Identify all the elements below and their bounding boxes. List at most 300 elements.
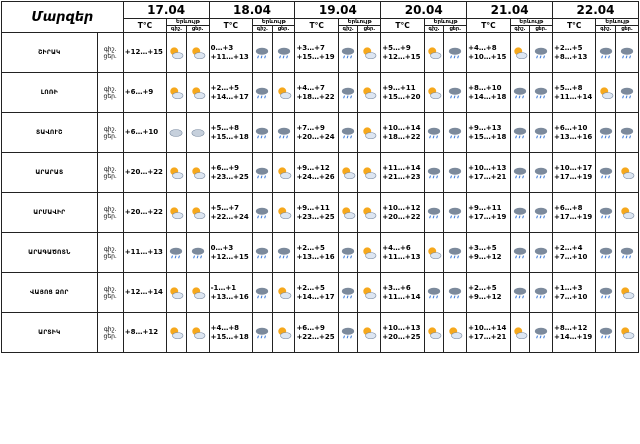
cloud-icon <box>187 126 209 140</box>
day-phenomenon-cell <box>272 113 295 153</box>
region-row <box>2 153 639 193</box>
night-phenomenon-cell <box>253 73 273 113</box>
temperature-value: +1…+3 <box>554 283 583 292</box>
region-name: ԼՈՌԻ <box>2 73 98 113</box>
temperature-value: +9…+11 <box>296 203 330 212</box>
header-row-dates <box>2 2 639 19</box>
night-phenomenon-cell <box>424 193 444 233</box>
sun-cloud-icon <box>358 206 380 220</box>
day-phenomenon-cell <box>186 153 209 193</box>
rain-icon <box>444 86 466 100</box>
temperature-cell <box>209 153 252 193</box>
region-name: ԱՐՏԻԿ <box>2 313 98 353</box>
region-row <box>2 33 639 73</box>
rain-icon <box>511 166 530 180</box>
night-phenomenon-cell <box>596 73 616 113</box>
region-name: ԱՐԱԳԱԾՈՏՆ <box>2 233 98 273</box>
temperature-cell <box>467 113 510 153</box>
temperature-value: +3…+7 <box>296 43 325 52</box>
day-header: ցեր. <box>530 26 553 33</box>
rain-icon <box>596 246 615 260</box>
night-phenomenon-cell <box>338 273 358 313</box>
temperature-value: +4…+8 <box>468 43 497 52</box>
day-phenomenon-cell <box>530 113 553 153</box>
sun-cloud-icon <box>425 46 444 60</box>
rain-icon <box>253 206 272 220</box>
temperature-value: +11…+13 <box>124 248 163 256</box>
day-phenomenon-cell <box>186 193 209 233</box>
temperature-value: +11…+13 <box>210 52 249 61</box>
sun-cloud-icon <box>167 46 186 60</box>
temperature-value: +20…+22 <box>382 212 421 221</box>
temperature-value: +9…+13 <box>468 123 502 132</box>
temperature-value: +10…+14 <box>382 123 421 132</box>
temperature-value: +2…+5 <box>554 43 583 52</box>
temperature-value: +5…+8 <box>554 83 583 92</box>
day-phenomenon-cell <box>186 33 209 73</box>
temperature-value: +23…+25 <box>210 172 249 181</box>
rain-icon <box>339 246 358 260</box>
night-phenomenon-cell <box>167 273 187 313</box>
sun-cloud-icon <box>511 46 530 60</box>
day-phenomenon-cell <box>358 273 381 313</box>
day-night-labels <box>97 73 123 113</box>
temperature-cell <box>123 273 166 313</box>
temperature-value: +10…+17 <box>554 163 593 172</box>
night-phenomenon-cell <box>596 193 616 233</box>
night-phenomenon-cell <box>510 153 530 193</box>
sun-cloud-icon <box>511 326 530 340</box>
temperature-cell <box>381 153 424 193</box>
rain-icon <box>339 326 358 340</box>
sun-cloud-icon <box>358 126 380 140</box>
day-phenomenon-cell <box>272 313 295 353</box>
temperature-value: +10…+13 <box>468 163 507 172</box>
day-phenomenon-cell <box>444 233 467 273</box>
rain-icon <box>596 206 615 220</box>
temperature-cell <box>123 153 166 193</box>
temperature-value: +2…+5 <box>296 243 325 252</box>
temperature-cell <box>123 33 166 73</box>
temperature-value: +11…+14 <box>382 292 421 301</box>
temperature-cell <box>123 313 166 353</box>
night-header: գիշ. <box>510 26 530 33</box>
temperature-value: +8…+10 <box>468 83 502 92</box>
sun-cloud-icon <box>616 286 638 300</box>
night-phenomenon-cell <box>510 193 530 233</box>
sun-cloud-icon <box>187 206 209 220</box>
temperature-cell <box>123 113 166 153</box>
day-label: ցեր. <box>103 132 117 140</box>
night-phenomenon-cell <box>424 153 444 193</box>
region-name: ՏԱՎՈՒՇ <box>2 113 98 153</box>
temperature-value: +17…+21 <box>468 172 507 181</box>
rain-icon <box>596 286 615 300</box>
phenomena-header: Երևույթ <box>167 19 209 26</box>
night-label: գիշ. <box>103 45 117 53</box>
sun-cloud-icon <box>358 326 380 340</box>
temperature-cell <box>553 313 596 353</box>
region-row <box>2 113 639 153</box>
night-phenomenon-cell <box>167 233 187 273</box>
day-phenomenon-cell <box>272 193 295 233</box>
night-phenomenon-cell <box>338 233 358 273</box>
temperature-value: +6…+9 <box>124 88 154 96</box>
day-phenomenon-cell <box>444 153 467 193</box>
sun-cloud-icon <box>339 206 358 220</box>
sun-cloud-icon <box>273 326 295 340</box>
temperature-cell <box>295 273 338 313</box>
sun-cloud-icon <box>616 166 638 180</box>
night-phenomenon-cell <box>424 73 444 113</box>
sun-cloud-icon <box>167 326 186 340</box>
day-phenomenon-cell <box>186 73 209 113</box>
region-name: ՎԱՅՈՑ ՁՈՐ <box>2 273 98 313</box>
rain-icon <box>339 46 358 60</box>
temperature-value: +17…+19 <box>554 172 593 181</box>
night-phenomenon-cell <box>253 273 273 313</box>
rain-icon <box>425 286 444 300</box>
temperature-value: +14…+17 <box>296 292 335 301</box>
day-phenomenon-cell <box>186 233 209 273</box>
day-phenomenon-cell <box>358 313 381 353</box>
temperature-cell <box>467 313 510 353</box>
night-header: գիշ. <box>424 26 444 33</box>
temperature-value: +6…+9 <box>296 323 325 332</box>
rain-icon <box>511 86 530 100</box>
rain-icon <box>616 126 638 140</box>
night-phenomenon-cell <box>510 273 530 313</box>
day-phenomenon-cell <box>358 153 381 193</box>
temperature-cell <box>209 273 252 313</box>
temperature-value: +10…+12 <box>382 203 421 212</box>
night-phenomenon-cell <box>596 233 616 273</box>
sun-cloud-icon <box>273 206 295 220</box>
temperature-value: +3…+5 <box>468 243 497 252</box>
day-phenomenon-cell <box>530 313 553 353</box>
rain-icon <box>530 166 552 180</box>
temperature-value: +2…+4 <box>554 243 583 252</box>
night-phenomenon-cell <box>253 233 273 273</box>
day-label: ցեր. <box>103 332 117 340</box>
temperature-value: +12…+14 <box>124 288 163 296</box>
day-night-labels <box>97 193 123 233</box>
night-phenomenon-cell <box>338 33 358 73</box>
sun-cloud-icon <box>358 286 380 300</box>
rain-icon <box>616 46 638 60</box>
temperature-header: T°C <box>123 19 166 33</box>
rain-icon <box>511 206 530 220</box>
night-label: գիշ. <box>103 85 117 93</box>
day-phenomenon-cell <box>616 33 639 73</box>
temperature-value: +9…+12 <box>296 163 330 172</box>
region-row <box>2 193 639 233</box>
night-header: գիշ. <box>338 26 358 33</box>
temperature-value: +7…+10 <box>554 252 588 261</box>
temperature-cell <box>553 233 596 273</box>
night-phenomenon-cell <box>510 233 530 273</box>
day-phenomenon-cell <box>616 113 639 153</box>
day-phenomenon-cell <box>530 73 553 113</box>
region-name: ԱՐՄԱՎԻՐ <box>2 193 98 233</box>
phenomena-header: Երևույթ <box>253 19 295 26</box>
night-phenomenon-cell <box>424 313 444 353</box>
night-phenomenon-cell <box>167 33 187 73</box>
temperature-value: +13…+16 <box>210 292 249 301</box>
night-header: գիշ. <box>596 26 616 33</box>
sun-cloud-icon <box>339 166 358 180</box>
temperature-value: +20…+25 <box>382 332 421 341</box>
temperature-cell <box>381 193 424 233</box>
region-row <box>2 313 639 353</box>
temperature-value: +2…+5 <box>210 83 240 92</box>
day-phenomenon-cell <box>186 313 209 353</box>
temperature-cell <box>295 113 338 153</box>
temperature-value: +6…+10 <box>124 128 159 136</box>
temperature-value: +7…+10 <box>554 292 588 301</box>
temperature-value: +20…+24 <box>296 132 335 141</box>
temperature-value: +11…+14 <box>554 92 593 101</box>
temperature-cell <box>295 233 338 273</box>
temperature-value: +15…+18 <box>210 132 249 141</box>
night-phenomenon-cell <box>596 153 616 193</box>
night-phenomenon-cell <box>596 313 616 353</box>
rain-icon <box>444 126 466 140</box>
temperature-value: +12…+15 <box>382 52 421 61</box>
sun-cloud-icon <box>358 246 380 260</box>
sun-cloud-icon <box>358 86 380 100</box>
temperature-cell <box>209 193 252 233</box>
rain-icon <box>273 246 295 260</box>
rain-icon <box>596 166 615 180</box>
day-night-labels <box>97 153 123 193</box>
night-phenomenon-cell <box>424 233 444 273</box>
temperature-value: +24…+26 <box>296 172 335 181</box>
sun-cloud-icon <box>167 286 186 300</box>
day-header: ցեր. <box>444 26 467 33</box>
temperature-header: T°C <box>209 19 252 33</box>
sun-cloud-icon <box>187 166 209 180</box>
day-night-labels <box>97 33 123 73</box>
temperature-value: +11…+14 <box>382 163 421 172</box>
temperature-cell <box>123 73 166 113</box>
day-night-labels <box>97 113 123 153</box>
night-phenomenon-cell <box>596 113 616 153</box>
temperature-value: +10…+13 <box>382 323 421 332</box>
day-phenomenon-cell <box>186 113 209 153</box>
night-phenomenon-cell <box>338 313 358 353</box>
temperature-value: +2…+5 <box>468 283 497 292</box>
phenomena-header: Երևույթ <box>596 19 639 26</box>
region-name: ՇԻՐԱԿ <box>2 33 98 73</box>
rain-icon <box>530 246 552 260</box>
rain-icon <box>253 246 272 260</box>
day-header: ցեր. <box>358 26 381 33</box>
night-phenomenon-cell <box>596 273 616 313</box>
temperature-cell <box>467 273 510 313</box>
rain-icon <box>530 86 552 100</box>
temperature-value: +12…+15 <box>124 48 163 56</box>
temperature-cell <box>295 33 338 73</box>
day-phenomenon-cell <box>444 113 467 153</box>
day-phenomenon-cell <box>530 273 553 313</box>
day-phenomenon-cell <box>616 313 639 353</box>
temperature-cell <box>553 153 596 193</box>
rain-icon <box>511 246 530 260</box>
day-phenomenon-cell <box>530 153 553 193</box>
sun-cloud-icon <box>444 326 466 340</box>
temperature-value: +21…+23 <box>382 172 421 181</box>
night-label: գիշ. <box>103 205 117 213</box>
night-phenomenon-cell <box>253 313 273 353</box>
sun-cloud-icon <box>187 46 209 60</box>
night-phenomenon-cell <box>253 113 273 153</box>
temperature-value: +9…+11 <box>382 83 416 92</box>
temperature-cell <box>381 313 424 353</box>
temperature-value: +8…+13 <box>554 52 588 61</box>
day-phenomenon-cell <box>530 233 553 273</box>
temperature-cell <box>553 193 596 233</box>
rain-icon <box>273 46 295 60</box>
rain-icon <box>339 86 358 100</box>
day-label: ցեր. <box>103 212 117 220</box>
temperature-value: +15…+19 <box>296 52 335 61</box>
region-row <box>2 233 639 273</box>
table-header <box>2 2 639 33</box>
sun-cloud-icon <box>187 86 209 100</box>
sun-cloud-icon <box>616 206 638 220</box>
day-phenomenon-cell <box>272 273 295 313</box>
phenomena-header: Երևույթ <box>424 19 466 26</box>
phenomena-header: Երևույթ <box>338 19 380 26</box>
day-label: ցեր. <box>103 252 117 260</box>
night-label: գիշ. <box>103 325 117 333</box>
temperature-value: +18…+22 <box>382 132 421 141</box>
temperature-cell <box>467 153 510 193</box>
night-phenomenon-cell <box>510 113 530 153</box>
rain-icon <box>253 286 272 300</box>
day-phenomenon-cell <box>186 273 209 313</box>
day-phenomenon-cell <box>444 33 467 73</box>
day-header: ցեր. <box>186 26 209 33</box>
temperature-value: +10…+15 <box>468 52 507 61</box>
sun-cloud-icon <box>167 86 186 100</box>
temperature-value: +3…+6 <box>382 283 411 292</box>
sun-cloud-icon <box>273 286 295 300</box>
rain-icon <box>616 246 638 260</box>
rain-icon <box>530 206 552 220</box>
night-phenomenon-cell <box>338 193 358 233</box>
temperature-cell <box>295 313 338 353</box>
night-phenomenon-cell <box>167 153 187 193</box>
day-phenomenon-cell <box>444 73 467 113</box>
day-phenomenon-cell <box>444 313 467 353</box>
temperature-cell <box>553 113 596 153</box>
temperature-value: +6…+9 <box>210 163 240 172</box>
temperature-header: T°C <box>467 19 510 33</box>
temperature-value: +9…+12 <box>468 252 502 261</box>
temperature-value: +6…+8 <box>554 203 583 212</box>
night-phenomenon-cell <box>510 73 530 113</box>
date-header: 22.04 <box>553 2 639 19</box>
day-phenomenon-cell <box>272 73 295 113</box>
regions-column-header: Մարզեր <box>2 2 124 33</box>
temperature-value: +12…+15 <box>210 252 249 261</box>
temperature-value: +13…+16 <box>296 252 335 261</box>
night-label: գիշ. <box>103 125 117 133</box>
day-phenomenon-cell <box>616 273 639 313</box>
night-header: գիշ. <box>253 26 273 33</box>
temperature-cell <box>381 113 424 153</box>
night-phenomenon-cell <box>424 113 444 153</box>
rain-icon <box>425 126 444 140</box>
temperature-cell <box>295 193 338 233</box>
day-phenomenon-cell <box>358 73 381 113</box>
night-phenomenon-cell <box>167 313 187 353</box>
rain-icon <box>596 126 615 140</box>
day-phenomenon-cell <box>358 233 381 273</box>
date-header: 20.04 <box>381 2 467 19</box>
temperature-cell <box>209 33 252 73</box>
temperature-value: +20…+22 <box>124 208 163 216</box>
day-night-labels <box>97 233 123 273</box>
temperature-header: T°C <box>295 19 338 33</box>
night-header: գիշ. <box>167 26 187 33</box>
region-row <box>2 273 639 313</box>
temperature-value: +17…+19 <box>554 212 593 221</box>
night-label: գիշ. <box>103 165 117 173</box>
day-phenomenon-cell <box>530 33 553 73</box>
night-phenomenon-cell <box>596 33 616 73</box>
rain-icon <box>596 46 615 60</box>
table-body <box>2 33 639 353</box>
temperature-cell <box>553 273 596 313</box>
temperature-value: +18…+22 <box>296 92 335 101</box>
sun-cloud-icon <box>273 86 295 100</box>
day-phenomenon-cell <box>272 153 295 193</box>
temperature-value: +15…+18 <box>210 332 249 341</box>
night-phenomenon-cell <box>253 153 273 193</box>
day-night-labels <box>97 313 123 353</box>
temperature-cell <box>467 33 510 73</box>
temperature-cell <box>553 33 596 73</box>
rain-icon <box>444 166 466 180</box>
temperature-cell <box>381 273 424 313</box>
temperature-cell <box>381 73 424 113</box>
day-phenomenon-cell <box>272 33 295 73</box>
sun-cloud-icon <box>167 166 186 180</box>
sun-cloud-icon <box>616 326 638 340</box>
night-phenomenon-cell <box>424 273 444 313</box>
temperature-cell <box>209 113 252 153</box>
rain-icon <box>530 46 552 60</box>
rain-icon <box>444 246 466 260</box>
rain-icon <box>444 286 466 300</box>
forecast-table <box>1 1 639 353</box>
rain-icon <box>425 166 444 180</box>
night-phenomenon-cell <box>167 193 187 233</box>
rain-icon <box>530 126 552 140</box>
temperature-cell <box>467 73 510 113</box>
rain-icon <box>273 126 295 140</box>
night-phenomenon-cell <box>253 193 273 233</box>
day-header: ցեր. <box>616 26 639 33</box>
night-label: գիշ. <box>103 285 117 293</box>
rain-icon <box>444 206 466 220</box>
day-phenomenon-cell <box>616 153 639 193</box>
rain-icon <box>339 126 358 140</box>
temperature-value: +7…+9 <box>296 123 325 132</box>
